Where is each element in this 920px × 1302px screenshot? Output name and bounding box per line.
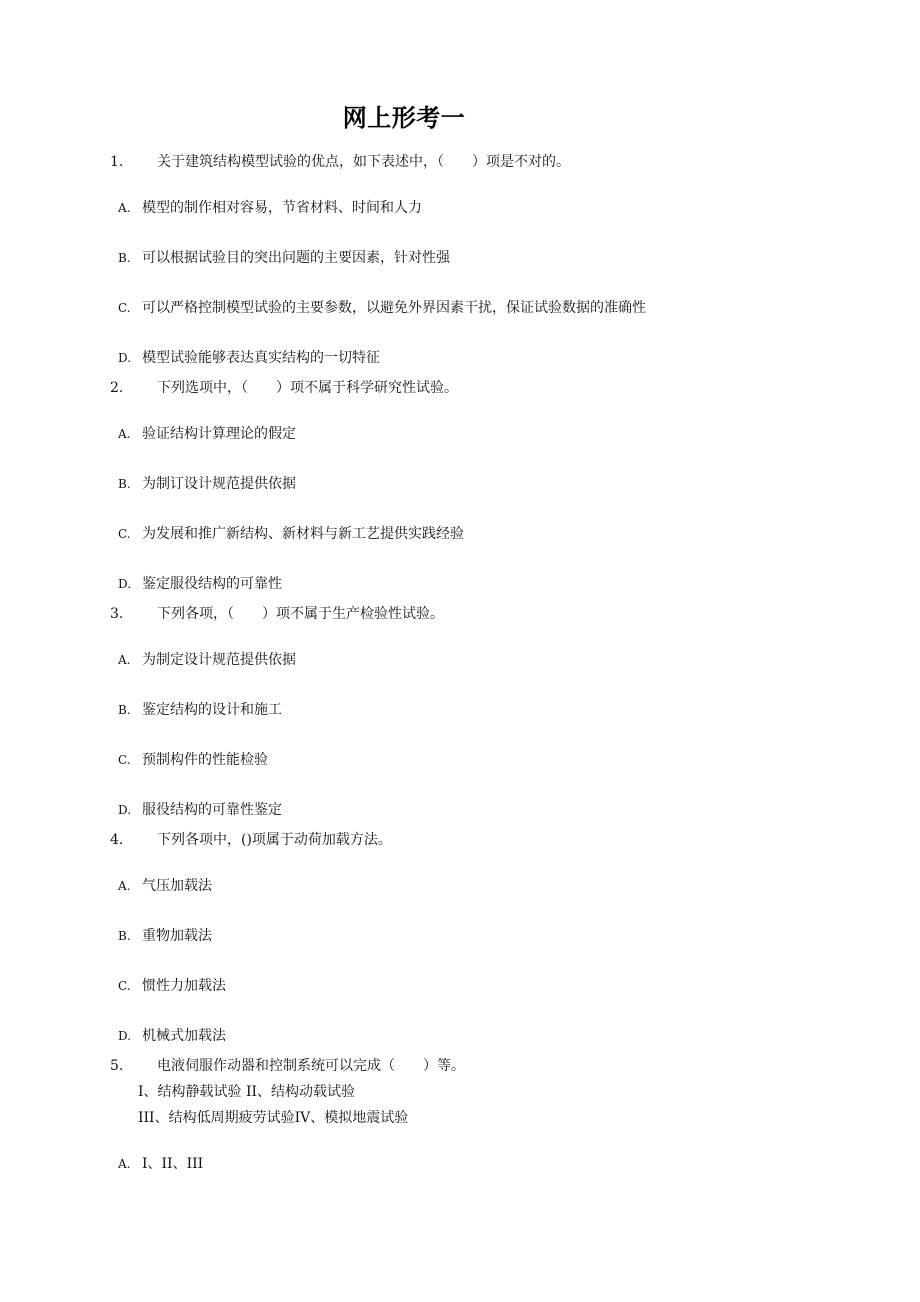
option-letter: C. [118,979,131,993]
option-text: 服役结构的可靠性鉴定 [142,802,282,818]
question-4-option-b [118,926,212,946]
question-1-number: 1. [110,154,124,170]
question-3-number: 3. [110,606,124,622]
option-text: 重物加载法 [142,928,212,944]
question-2-option-b [118,474,296,494]
question-5-option-a [118,1154,203,1174]
option-letter: A. [118,201,131,215]
option-text: 可以严格控制模型试验的主要参数，以避免外界因素干扰，保证试验数据的准确性 [142,300,646,316]
option-text: I、II、III [142,1156,204,1172]
question-5-sub-line-2: III、结构低周期疲劳试验IV、模拟地震试验 [138,1110,409,1126]
option-text: 鉴定结构的设计和施工 [142,702,282,718]
question-2-option-d [118,574,282,594]
question-4-option-a [118,876,212,896]
question-2-option-c [118,524,464,544]
option-letter: A. [118,653,131,667]
option-letter: B. [118,929,131,943]
question-2-text: 下列选项中，（ ）项不属于科学研究性试验。 [157,380,458,396]
question-4-option-d [118,1026,226,1046]
question-3-option-d [118,800,282,820]
option-text: 为制订设计规范提供依据 [142,476,296,492]
question-2-option-a [118,424,296,444]
question-2-number: 2. [110,380,124,396]
question-4-option-c [118,976,226,996]
question-5-number: 5. [110,1058,124,1074]
option-letter: A. [118,879,131,893]
option-text: 预制构件的性能检验 [142,752,268,768]
option-letter: D. [118,803,132,817]
question-4-number: 4. [110,832,124,848]
question-3-text: 下列各项，（ ）项不属于生产检验性试验。 [157,606,444,622]
option-letter: B. [118,703,131,717]
question-1-option-c [118,298,646,318]
question-1-option-b [118,248,450,268]
option-letter: A. [118,427,131,441]
option-letter: C. [118,527,131,541]
question-3-option-b [118,700,282,720]
option-letter: D. [118,1029,132,1043]
question-5-sub-line-1: I、结构静载试验 II、结构动载试验 [138,1084,356,1100]
option-letter: C. [118,301,131,315]
option-letter: B. [118,477,131,491]
page-title: 网上形考一 [342,103,466,132]
option-text: 可以根据试验目的突出问题的主要因素，针对性强 [142,250,450,266]
question-1-option-d [118,348,380,368]
question-1-text: 关于建筑结构模型试验的优点，如下表述中，（ ）项是不对的。 [157,154,570,170]
option-text: 惯性力加载法 [142,978,226,994]
option-text: 验证结构计算理论的假定 [142,426,296,442]
question-5-text: 电液伺服作动器和控制系统可以完成（ ）等。 [157,1058,465,1074]
question-3-option-c [118,750,268,770]
option-letter: A. [118,1157,131,1171]
question-4-text: 下列各项中，()项属于动荷加载方法。 [157,832,392,848]
option-text: 模型试验能够表达真实结构的一切特征 [142,350,380,366]
option-text: 气压加载法 [142,878,212,894]
option-text: 模型的制作相对容易，节省材料、时间和人力 [142,200,422,216]
question-1-option-a [118,198,422,218]
option-letter: B. [118,251,131,265]
option-text: 为制定设计规范提供依据 [142,652,296,668]
option-text: 机械式加载法 [142,1028,226,1044]
option-letter: D. [118,577,132,591]
option-letter: D. [118,351,132,365]
question-3-option-a [118,650,296,670]
option-text: 为发展和推广新结构、新材料与新工艺提供实践经验 [142,526,464,542]
option-text: 鉴定服役结构的可靠性 [142,576,282,592]
option-letter: C. [118,753,131,767]
